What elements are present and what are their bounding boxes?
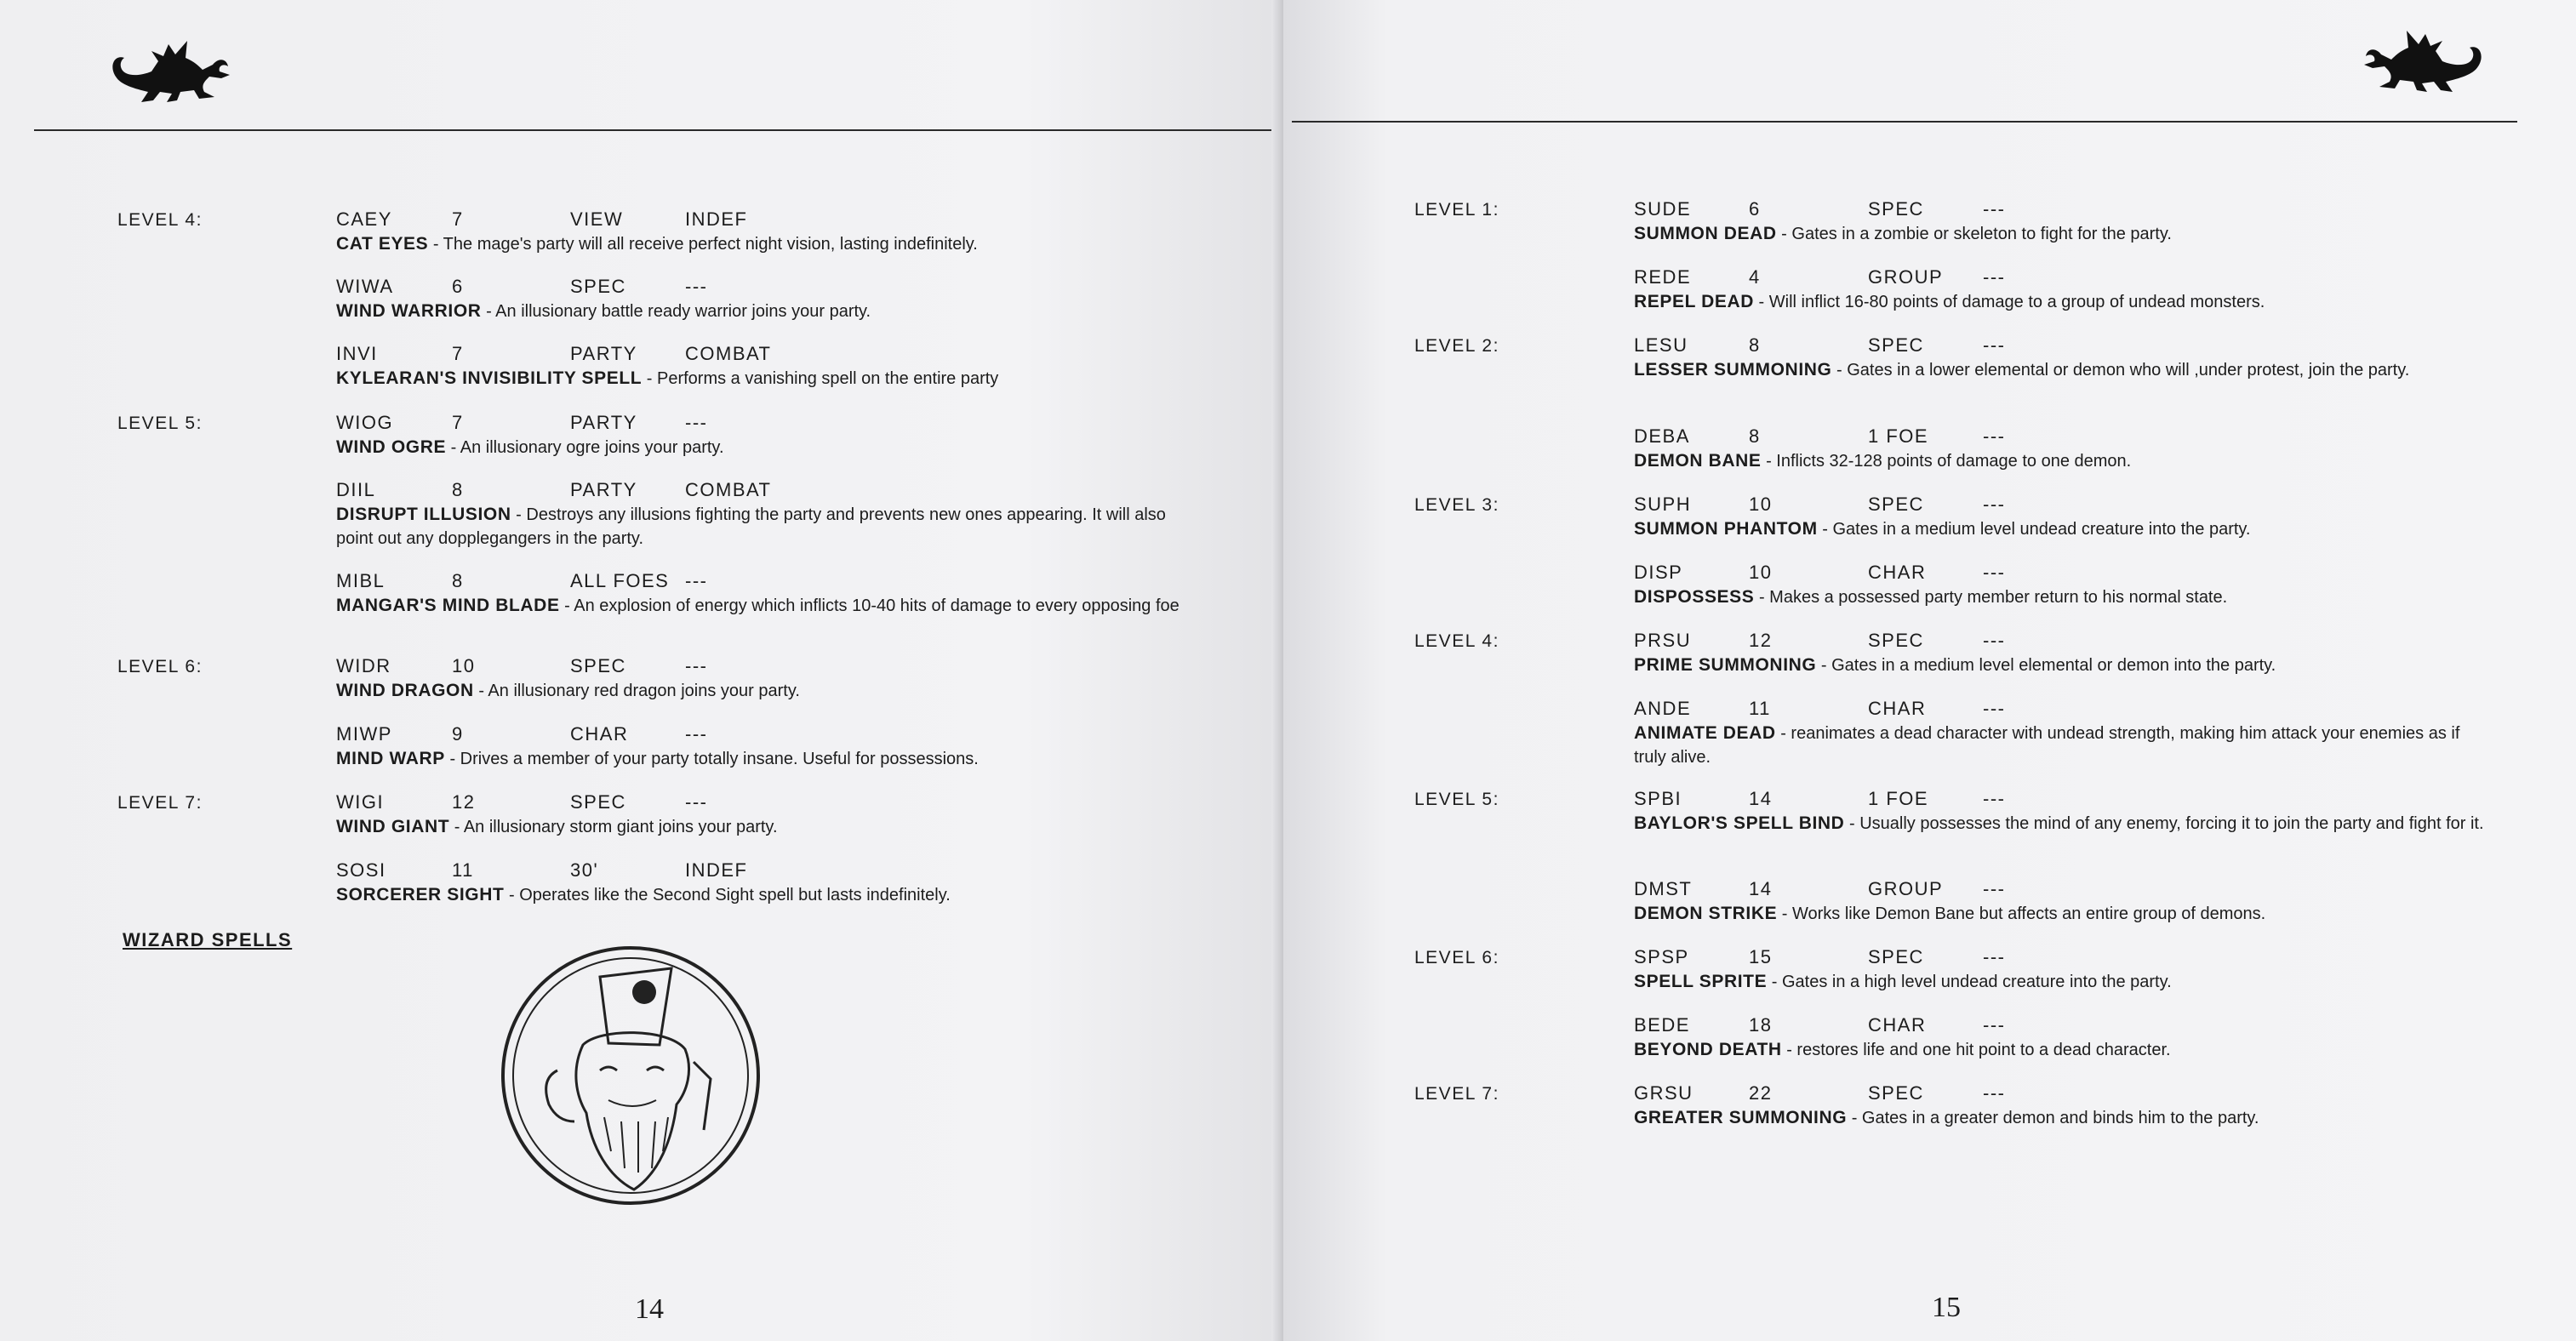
spell-name: BEYOND DEATH <box>1634 1040 1782 1059</box>
spell-range: PARTY <box>570 412 637 433</box>
spell-range: SPEC <box>1868 334 1924 356</box>
spell-duration: --- <box>1983 266 2006 288</box>
spell-code: MIWP <box>336 723 392 745</box>
spell-name: DISPOSSESS <box>1634 587 1755 607</box>
spell-description <box>1634 902 2485 926</box>
spell-header-row <box>1634 1014 2485 1038</box>
spell-description <box>1634 222 2485 246</box>
spell-header-row <box>1634 1082 2485 1106</box>
spell-name: ANIMATE DEAD <box>1634 723 1776 743</box>
spell-description <box>336 300 1187 323</box>
spell-code: SUPH <box>1634 494 1692 515</box>
spell-level-label: LEVEL 5: <box>1414 790 1499 809</box>
spell-level-label: LEVEL 5: <box>117 414 203 433</box>
spell-range: SPEC <box>570 276 626 297</box>
spell-name: DEMON BANE <box>1634 451 1762 471</box>
spell-entry <box>336 859 1187 907</box>
spell-duration: --- <box>1983 1014 2006 1036</box>
spell-points: 6 <box>452 276 464 297</box>
spell-points: 9 <box>452 723 464 745</box>
spell-name: WIND WARRIOR <box>336 301 482 321</box>
spell-name: WIND GIANT <box>336 817 450 836</box>
spell-effect-text: - An illusionary red dragon joins your party. <box>473 682 800 700</box>
spell-description <box>1634 290 2485 314</box>
spell-header-row <box>336 570 1187 594</box>
spell-effect-text: - Gates in a high level undead creature into the party. <box>1767 973 2172 991</box>
spell-description <box>1634 653 2485 677</box>
spell-effect-text: - Drives a member of your party totally insane. Useful for possessions. <box>444 750 979 768</box>
spell-duration: --- <box>1983 788 2006 809</box>
spell-duration: --- <box>685 412 708 433</box>
spell-range: SPEC <box>1868 630 1924 651</box>
spell-points: 4 <box>1749 266 1761 288</box>
spell-duration: INDEF <box>685 208 748 230</box>
right-page <box>1283 0 2576 1341</box>
spell-entry <box>1634 946 2485 994</box>
spell-effect-text: - Gates in a zombie or skeleton to fight for the party. <box>1776 225 2172 243</box>
spell-header-row <box>1634 698 2485 722</box>
spell-code: WIDR <box>336 655 391 676</box>
spell-name: LESSER SUMMONING <box>1634 360 1832 379</box>
spell-description <box>1634 1038 2485 1062</box>
spell-range: 30' <box>570 859 599 881</box>
spell-code: DISP <box>1634 562 1683 583</box>
spell-range: SPEC <box>1868 198 1924 220</box>
spell-header-row <box>1634 494 2485 517</box>
spell-level-label: LEVEL 4: <box>117 210 203 230</box>
spell-header-row <box>336 208 1187 232</box>
spell-duration: INDEF <box>685 859 748 881</box>
section-title: WIZARD SPELLS <box>123 929 293 950</box>
spell-name: REPEL DEAD <box>1634 292 1754 311</box>
spell-header-row <box>1634 788 2485 812</box>
spell-duration: --- <box>685 655 708 676</box>
spell-code: DEBA <box>1634 425 1690 447</box>
spell-description <box>336 594 1187 618</box>
left-page <box>0 0 1282 1341</box>
spell-duration: --- <box>1983 425 2006 447</box>
spell-points: 10 <box>452 655 476 676</box>
spell-duration: --- <box>685 570 708 591</box>
spell-header-row <box>336 276 1187 300</box>
spell-range: SPEC <box>570 655 626 676</box>
spell-range: SPEC <box>1868 1082 1924 1104</box>
spell-level-label: LEVEL 2: <box>1414 336 1499 356</box>
spell-header-row <box>1634 946 2485 970</box>
spell-description <box>336 436 1187 459</box>
spell-entry <box>1634 334 2485 382</box>
spell-code: CAEY <box>336 208 392 230</box>
spell-points: 8 <box>1749 334 1761 356</box>
spell-range: CHAR <box>1868 1014 1927 1036</box>
spell-points: 18 <box>1749 1014 1773 1036</box>
spell-description <box>336 232 1187 256</box>
spell-points: 7 <box>452 208 464 230</box>
spell-duration: --- <box>1983 198 2006 220</box>
spell-description <box>336 367 1187 391</box>
spell-range: PARTY <box>570 343 637 364</box>
spell-duration: --- <box>1983 494 2006 515</box>
spell-header-row <box>1634 198 2485 222</box>
spell-description <box>336 815 1187 839</box>
spell-name: DEMON STRIKE <box>1634 904 1778 923</box>
spell-entry <box>1634 1014 2485 1062</box>
header-rule <box>1292 121 2517 123</box>
spell-points: 14 <box>1749 878 1773 899</box>
spell-range: CHAR <box>570 723 629 745</box>
spell-level-label: LEVEL 4: <box>1414 631 1499 651</box>
spell-effect-text: - Performs a vanishing spell on the entire party <box>642 369 999 388</box>
spell-range: CHAR <box>1868 562 1927 583</box>
spell-header-row <box>1634 266 2485 290</box>
spell-name: MIND WARP <box>336 749 445 768</box>
spell-range: SPEC <box>570 791 626 813</box>
spell-points: 7 <box>452 343 464 364</box>
spell-range: SPEC <box>1868 946 1924 967</box>
spell-entry <box>336 479 1187 551</box>
page-number: 15 <box>1932 1292 1961 1323</box>
spell-level-label: LEVEL 3: <box>1414 495 1499 515</box>
dragon-icon <box>109 32 245 114</box>
spell-entry <box>1634 494 2485 541</box>
spell-code: BEDE <box>1634 1014 1690 1036</box>
spell-points: 8 <box>452 479 464 500</box>
spell-range: 1 FOE <box>1868 425 1929 447</box>
page-number: 14 <box>635 1293 664 1325</box>
spell-duration: --- <box>685 723 708 745</box>
spell-range: 1 FOE <box>1868 788 1929 809</box>
spell-name: CAT EYES <box>336 234 429 254</box>
spell-duration: --- <box>685 791 708 813</box>
spell-duration: COMBAT <box>685 479 772 500</box>
spell-range: PARTY <box>570 479 637 500</box>
spell-entry <box>336 343 1187 391</box>
spell-effect-text: - Gates in a medium level elemental or demon into the party. <box>1816 656 2276 675</box>
spell-effect-text: - Makes a possessed party member return to his normal state. <box>1754 588 2228 607</box>
spell-effect-text: - Gates in a lower elemental or demon who will ,under protest, join the party. <box>1831 361 2410 379</box>
spell-range: GROUP <box>1868 878 1944 899</box>
spell-duration: --- <box>1983 1082 2006 1104</box>
wizard-medallion-icon <box>498 943 763 1208</box>
spell-header-row <box>1634 425 2485 449</box>
spell-name: PRIME SUMMONING <box>1634 655 1817 675</box>
spell-range: GROUP <box>1868 266 1944 288</box>
spell-duration: --- <box>1983 878 2006 899</box>
spell-name: WIND OGRE <box>336 437 447 457</box>
spell-points: 15 <box>1749 946 1773 967</box>
spell-entry <box>336 655 1187 703</box>
spell-description <box>1634 358 2485 382</box>
header-rule <box>34 129 1282 131</box>
spell-duration: --- <box>1983 630 2006 651</box>
spell-effect-text: - Usually possesses the mind of any enemy, forcing it to join the party and fight for it. <box>1844 814 2484 833</box>
spell-effect-text: - An explosion of energy which inflicts 10-40 hits of damage to every opposing foe <box>559 596 1179 615</box>
spell-code: DMST <box>1634 878 1693 899</box>
spell-effect-text: - Gates in a medium level undead creature into the party. <box>1817 520 2251 539</box>
spell-header-row <box>336 412 1187 436</box>
spell-entry <box>336 570 1187 618</box>
spell-header-row <box>336 859 1187 883</box>
spell-entry <box>1634 1082 2485 1130</box>
spell-level-label: LEVEL 1: <box>1414 200 1499 220</box>
spell-entry <box>1634 266 2485 314</box>
spell-name: GREATER SUMMONING <box>1634 1108 1848 1127</box>
spell-header-row <box>336 343 1187 367</box>
spell-effect-text: - restores life and one hit point to a dead character. <box>1781 1041 2171 1059</box>
spell-header-row <box>1634 562 2485 585</box>
spell-code: WIGI <box>336 791 385 813</box>
spell-effect-text: - Operates like the Second Sight spell but lasts indefinitely. <box>504 886 951 904</box>
spell-points: 8 <box>1749 425 1761 447</box>
spell-description <box>336 503 1187 551</box>
spell-entry <box>1634 562 2485 609</box>
spell-points: 14 <box>1749 788 1773 809</box>
spell-name: WIND DRAGON <box>336 681 474 700</box>
spell-entry <box>336 276 1187 323</box>
spell-header-row <box>1634 878 2485 902</box>
spell-level-label: LEVEL 6: <box>1414 948 1499 967</box>
spell-points: 10 <box>1749 562 1773 583</box>
spell-code: MIBL <box>336 570 386 591</box>
spell-points: 11 <box>452 859 474 881</box>
spell-points: 12 <box>452 791 476 813</box>
spell-range: VIEW <box>570 208 624 230</box>
spell-header-row <box>1634 630 2485 653</box>
spell-header-row <box>336 723 1187 747</box>
spell-code: GRSU <box>1634 1082 1694 1104</box>
spell-duration: --- <box>1983 946 2006 967</box>
spell-code: SUDE <box>1634 198 1692 220</box>
spell-code: ANDE <box>1634 698 1692 719</box>
spell-points: 10 <box>1749 494 1773 515</box>
spell-code: SPBI <box>1634 788 1682 809</box>
spell-name: SUMMON PHANTOM <box>1634 519 1818 539</box>
spell-description <box>1634 970 2485 994</box>
dragon-icon <box>2349 22 2485 104</box>
spell-entry <box>1634 630 2485 677</box>
spell-points: 11 <box>1749 698 1771 719</box>
spell-range: SPEC <box>1868 494 1924 515</box>
spell-name: DISRUPT ILLUSION <box>336 505 511 524</box>
spell-description <box>336 883 1187 907</box>
spell-name: MANGAR'S MIND BLADE <box>336 596 560 615</box>
spell-effect-text: - Inflicts 32-128 points of damage to one demon. <box>1761 452 2132 471</box>
spell-header-row <box>336 479 1187 503</box>
spell-entry <box>1634 788 2485 836</box>
spell-code: DIIL <box>336 479 376 500</box>
spell-entry <box>1634 698 2485 769</box>
spell-level-label: LEVEL 7: <box>117 793 203 813</box>
spell-description <box>1634 449 2485 473</box>
spell-entry <box>336 208 1187 256</box>
spell-name: SPELL SPRITE <box>1634 972 1768 991</box>
spell-header-row <box>1634 334 2485 358</box>
spell-code: WIOG <box>336 412 394 433</box>
spell-duration: --- <box>1983 562 2006 583</box>
spell-entry <box>1634 198 2485 246</box>
spell-points: 7 <box>452 412 464 433</box>
spell-level-label: LEVEL 7: <box>1414 1084 1499 1104</box>
spell-description <box>1634 1106 2485 1130</box>
spell-range: CHAR <box>1868 698 1927 719</box>
spell-header-row <box>336 655 1187 679</box>
spell-duration: COMBAT <box>685 343 772 364</box>
spell-code: REDE <box>1634 266 1692 288</box>
spell-description <box>1634 517 2485 541</box>
spell-points: 12 <box>1749 630 1773 651</box>
spell-header-row <box>336 791 1187 815</box>
spell-name: SUMMON DEAD <box>1634 224 1777 243</box>
spell-effect-text: - reanimates a dead character with undead strength, making him attack your enemies as if truly alive. <box>1634 724 2460 767</box>
spell-entry <box>336 412 1187 459</box>
spell-name: BAYLOR'S SPELL BIND <box>1634 813 1845 833</box>
spell-effect-text: - An illusionary ogre joins your party. <box>446 438 724 457</box>
spell-entry <box>336 723 1187 771</box>
spell-code: SOSI <box>336 859 386 881</box>
spell-description <box>1634 585 2485 609</box>
spell-description <box>336 679 1187 703</box>
spell-effect-text: - Works like Demon Bane but affects an entire group of demons. <box>1777 904 2266 923</box>
spell-effect-text: - An illusionary battle ready warrior joins your party. <box>481 302 871 321</box>
spell-effect-text: - An illusionary storm giant joins your party. <box>449 818 778 836</box>
spell-code: PRSU <box>1634 630 1692 651</box>
spell-entry <box>1634 878 2485 926</box>
spell-effect-text: - The mage's party will all receive perfect night vision, lasting indefinitely. <box>428 235 978 254</box>
spell-duration: --- <box>1983 334 2006 356</box>
spell-level-label: LEVEL 6: <box>117 657 203 676</box>
spell-effect-text: - Will inflict 16-80 points of damage to a group of undead monsters. <box>1753 293 2265 311</box>
spell-duration: --- <box>1983 698 2006 719</box>
spell-code: INVI <box>336 343 378 364</box>
spell-name: KYLEARAN'S INVISIBILITY SPELL <box>336 368 643 388</box>
spell-description <box>336 747 1187 771</box>
spell-description <box>1634 722 2485 769</box>
spell-duration: --- <box>685 276 708 297</box>
spell-name: SORCERER SIGHT <box>336 885 505 904</box>
spell-effect-text: - Gates in a greater demon and binds him to the party. <box>1847 1109 2259 1127</box>
spell-points: 6 <box>1749 198 1761 220</box>
spell-entry <box>1634 425 2485 473</box>
spell-points: 22 <box>1749 1082 1773 1104</box>
spell-code: WIWA <box>336 276 394 297</box>
spell-range: ALL FOES <box>570 570 670 591</box>
spell-code: SPSP <box>1634 946 1689 967</box>
spell-effect-text: - Destroys any illusions fighting the party and prevents new ones appearing. It will also point out any dopplegangers in the party. <box>336 505 1166 548</box>
spell-description <box>1634 812 2485 836</box>
spell-points: 8 <box>452 570 464 591</box>
spell-entry <box>336 791 1187 839</box>
spell-code: LESU <box>1634 334 1688 356</box>
